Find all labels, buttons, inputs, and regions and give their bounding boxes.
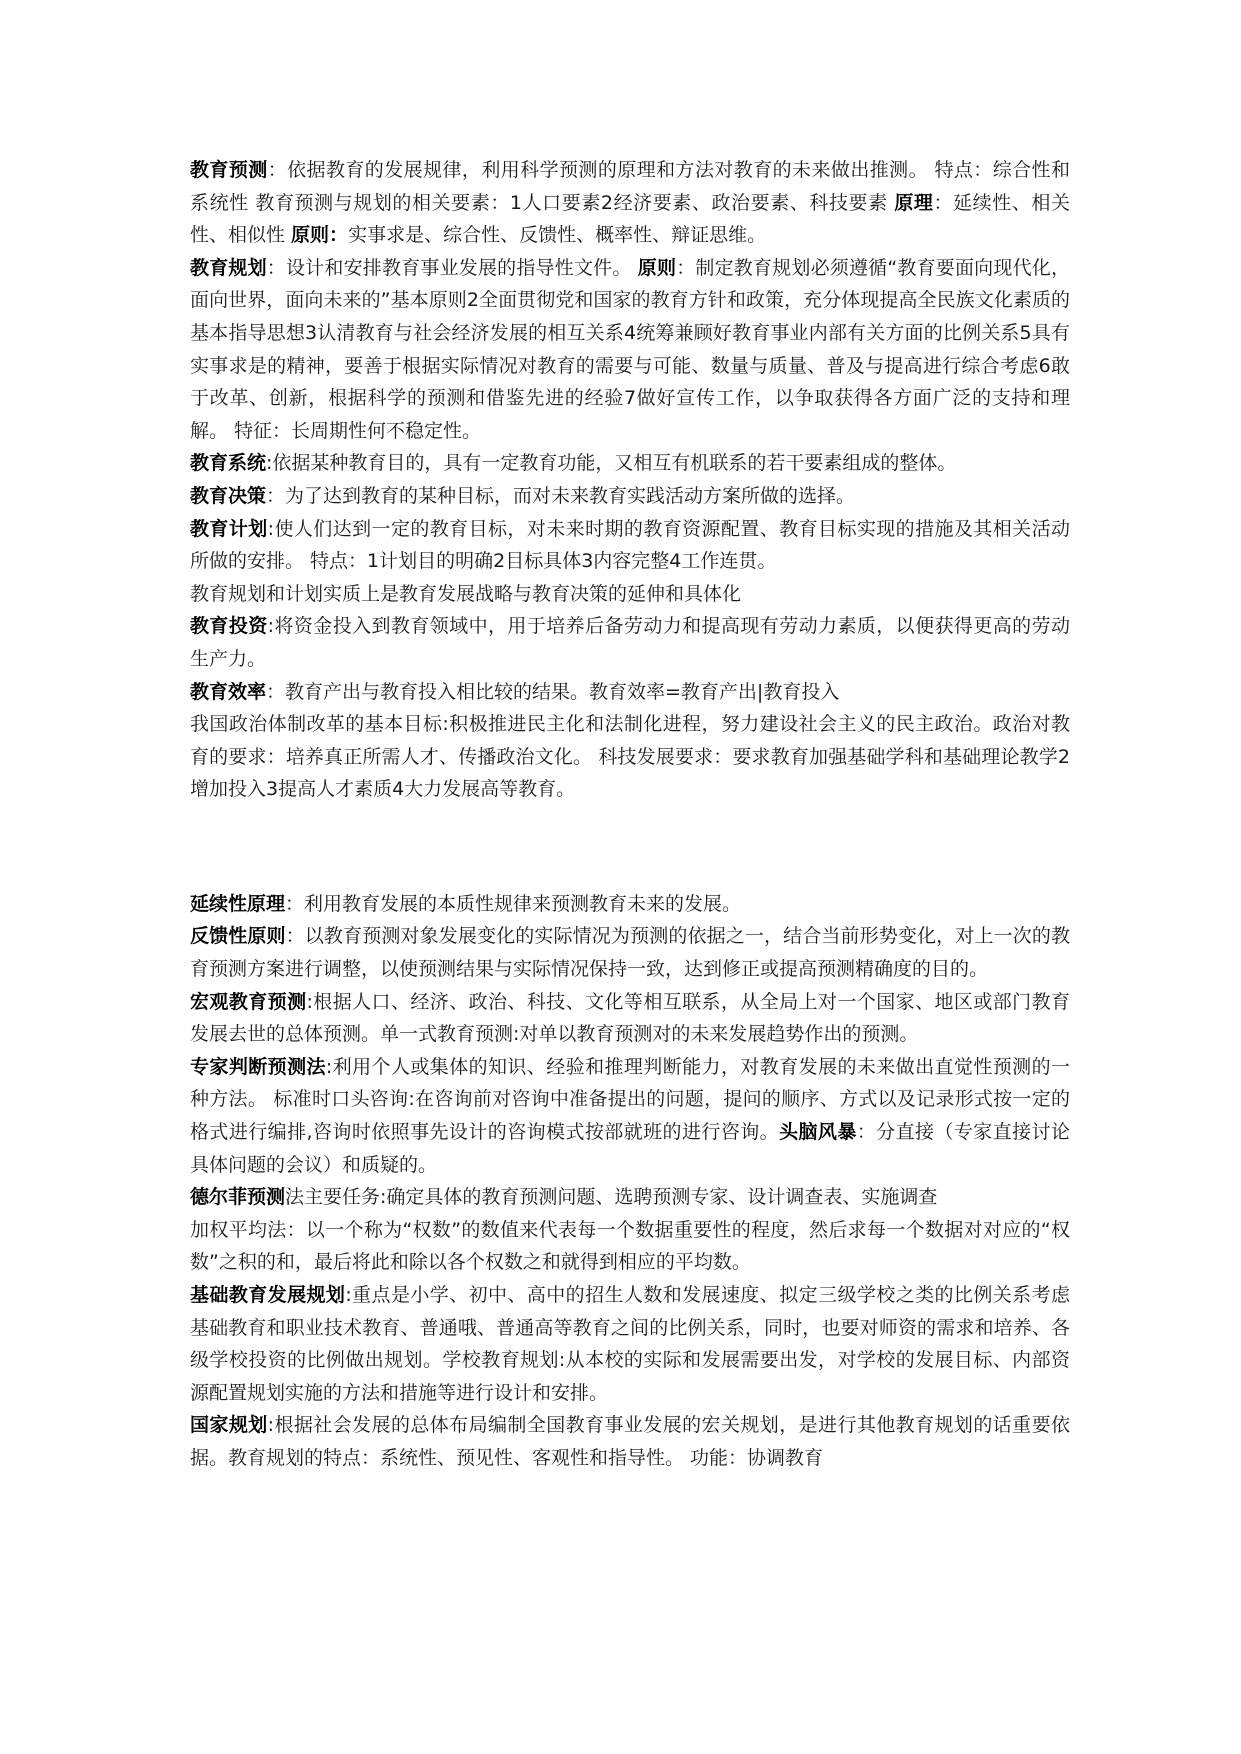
body-text: ：依据教育的发展规律，利用科学预测的原理和方法对教育的未来做出推测。 特点：综合性和系统性 教育预测与规划的相关要素：1人口要素2经济要素、政治要素、科技要素 <box>190 159 1070 214</box>
body-text: :依据某种教育目的，具有一定教育功能，又相互有机联系的若干要素组成的整体。 <box>266 452 957 475</box>
body-text: 教育规划和计划实质上是教育发展战略与教育决策的延伸和具体化 <box>190 582 742 605</box>
paragraph <box>190 1051 1070 1181</box>
paragraph <box>190 610 1070 675</box>
paragraph <box>190 1214 1070 1279</box>
term-heading: 德尔菲预测 <box>190 1186 286 1209</box>
paragraph <box>190 1279 1070 1409</box>
paragraph <box>190 447 1070 480</box>
term-heading: 国家规划 <box>190 1414 268 1437</box>
body-text: ：制定教育规划必须遵循“教育要面向现代化，面向世界，面向未来的”基本原则2全面贯彻党和国家的教育方针和政策，充分体现提高全民族文化素质的基本指导思想3认清教育与社会经济发展的相互关系4统筹兼顾好教育事业内部有关方面的比例关系5具有实事求是的精神，要善于根据实际情况对教育的需要与可能、数量与质量、普及与提高进行综合考虑6敢于改革、创新，根据科学的预测和借鉴先进的经验7做好宣传工作，以争取获得各方面广泛的支持和理解。 特征：长周期性何不稳定性。 <box>190 256 1070 442</box>
body-text: :利用个人或集体的知识、经验和推理判断能力，对教育发展的未来做出直觉性预测的一种方法。 标准时口头咨询:在咨询前对咨询中准备提出的问题，提问的顺序、方式以及记录形式按一定的格式进行编排,咨询时依照事先设计的咨询模式按部就班的进行咨询。 <box>190 1055 1070 1144</box>
term-heading: 头脑风暴 <box>779 1121 857 1144</box>
paragraph <box>190 708 1070 806</box>
body-text: ：延续性、相关性、相似性 <box>190 191 1070 247</box>
term-heading: 原则 <box>637 256 677 279</box>
body-text: ：教育产出与教育投入相比较的结果。教育效率=教育产出|教育投入 <box>266 680 840 703</box>
term-heading: 反馈性原则 <box>190 925 286 948</box>
body-text: 加权平均法：以一个称为“权数”的数值来代表每一个数据重要性的程度，然后求每一个数据对对应的“权数”之积的和，最后将此和除以各个权数之和就得到相应的平均数。 <box>190 1218 1070 1274</box>
paragraph <box>190 986 1070 1051</box>
body-text: 我国政治体制改革的基本目标:积极推进民主化和法制化进程，努力建设社会主义的民主政治。政治对教育的要求：培养真正所需人才、传播政治文化。 科技发展要求：要求教育加强基础学科和基础理论教学2增加投入3提高人才素质4大力发展高等教育。 <box>190 713 1070 801</box>
paragraph <box>190 1181 1070 1214</box>
term-heading: 教育预测 <box>190 159 268 181</box>
term-heading: 教育投资 <box>190 615 268 638</box>
term-heading: 教育系统 <box>190 452 267 475</box>
term-heading: 教育规划 <box>190 256 267 279</box>
body-text: :根据社会发展的总体布局编制全国教育事业发展的宏关规划，是进行其他教育规划的话重要依据。教育规划的特点：系统性、预见性、客观性和指导性。 功能：协调教育 <box>190 1414 1070 1469</box>
term-heading: 教育效率 <box>190 680 267 703</box>
term-heading: 延续性原理 <box>190 892 286 915</box>
term-heading: 原则： <box>291 224 349 247</box>
body-text: :重点是小学、初中、高中的招生人数和发展速度、拟定三级学校之类的比例关系考虑基础教育和职业技术教育、普通哦、普通高等教育之间的比例关系，同时，也要对师资的需求和培养、各级学校投资的比例做出规划。学校教育规划:从本校的实际和发展需要出发，对学校的发展目标、内部资源配置规划实施的方法和措施等进行设计和安排。 <box>190 1284 1070 1404</box>
body-text: 实事求是、综合性、反馈性、概率性、辩证思维。 <box>348 224 767 247</box>
body-text: ：设计和安排教育事业发展的指导性文件。 <box>266 256 638 279</box>
paragraph <box>190 676 1070 709</box>
paragraph <box>190 513 1070 578</box>
term-heading: 基础教育发展规划 <box>190 1284 346 1306</box>
notes-section-1 <box>190 154 1070 806</box>
body-text: ：分直接（专家直接讨论具体问题的会议）和质疑的。 <box>190 1121 1070 1176</box>
body-text: ：以教育预测对象发展变化的实际情况为预测的依据之一，结合当前形势变化，对上一次的教育预测方案进行调整，以使预测结果与实际情况保持一致，达到修正或提高预测精确度的目的。 <box>190 925 1070 981</box>
document-page <box>190 154 1070 1475</box>
term-heading: 原理 <box>894 191 934 214</box>
paragraph <box>190 920 1070 985</box>
body-text: ：为了达到教育的某种目标，而对未来教育实践活动方案所做的选择。 <box>266 484 856 507</box>
paragraph <box>190 252 1070 448</box>
body-text: :使人们达到一定的教育目标，对未来时期的教育资源配置、教育目标实现的措施及其相关活动所做的安排。 特点：1计划目的明确2目标具体3内容完整4工作连贯。 <box>190 517 1070 573</box>
paragraph <box>190 480 1070 513</box>
term-heading: 宏观教育预测 <box>190 990 307 1013</box>
term-heading: 教育决策 <box>190 484 267 507</box>
notes-section-2 <box>190 888 1070 1475</box>
body-text: :根据人口、经济、政治、科技、文化等相互联系，从全局上对一个国家、地区或部门教育发展去世的总体预测。单一式教育预测:对单以教育预测对的未来发展趋势作出的预测。 <box>190 990 1070 1046</box>
paragraph <box>190 578 1070 611</box>
paragraph <box>190 888 1070 921</box>
paragraph <box>190 154 1070 252</box>
term-heading: 教育计划 <box>190 517 268 540</box>
body-text: :将资金投入到教育领域中，用于培养后备劳动力和提高现有劳动力素质，以便获得更高的劳动生产力。 <box>190 615 1070 670</box>
term-heading: 专家判断预测法 <box>190 1055 326 1078</box>
section-gap <box>190 806 1070 888</box>
paragraph <box>190 1409 1070 1474</box>
body-text: 法主要任务:确定具体的教育预测问题、选聘预测专家、设计调查表、实施调查 <box>285 1186 938 1209</box>
body-text: ：利用教育发展的本质性规律来预测教育未来的发展。 <box>285 892 742 915</box>
